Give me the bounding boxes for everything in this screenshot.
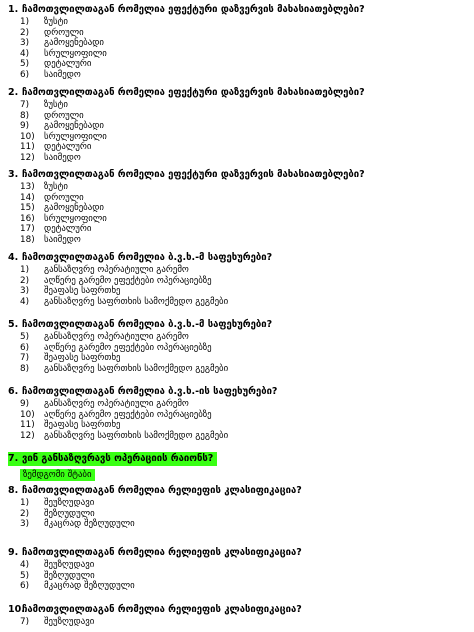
question-text: ჩამოთვლილთაგან რომელია ეფექტური დაზვერვის მახასიათებლები? — [22, 87, 365, 98]
question-text: ჩამოთვლილთაგან რომელია რელიეფის კლასიფიკაცია? — [22, 485, 302, 496]
option-number: 2) — [20, 508, 30, 519]
option-number: 1) — [20, 17, 30, 27]
option-number: 14) — [20, 192, 35, 203]
option-number: 5) — [20, 59, 30, 70]
option-number: 9) — [20, 399, 30, 409]
option-text: შეაფასე საფრთხე — [44, 286, 121, 297]
option-text: შეაფასე საფრთხე — [44, 420, 121, 431]
question-heading — [8, 86, 365, 100]
option-text: შეზღუდული — [44, 508, 95, 519]
option-number: 3) — [20, 38, 30, 49]
option-number: 2) — [20, 27, 30, 38]
option-number: 10) — [20, 131, 35, 142]
question-heading — [8, 452, 217, 466]
option-text: გამოყენებადი — [44, 121, 104, 132]
option-text: ზუსტი — [44, 17, 68, 27]
question-text: ჩამოთვლილთაგან რომელია ეფექტური დაზვერვის მახასიათებლები? — [22, 169, 365, 180]
question-number: 4. — [8, 252, 19, 263]
option-text: დროული — [44, 192, 84, 203]
option-text: სრულყოფილი — [44, 131, 107, 142]
option-number: 11) — [20, 420, 35, 431]
question-number: 7. — [8, 453, 19, 464]
option-number: 16) — [20, 213, 35, 224]
option-number: 15) — [20, 203, 35, 214]
question-number: 6. — [8, 386, 19, 397]
option-text: აღწერე გარემო ეფექტები ოპერაციებზე — [44, 409, 212, 420]
option-text: შეუზღუდავი — [44, 560, 95, 570]
option-text: შეუზღუდავი — [44, 617, 95, 627]
option-number: 3) — [20, 286, 30, 297]
option-number: 17) — [20, 224, 35, 235]
question-text: ჩამოთვლილთაგან რომელია ბ.ვ.ხ.-მ საფეხურები? — [22, 319, 273, 330]
question-number: 10. — [8, 604, 25, 615]
question-text: ჩამოთვლილთაგან რომელია რელიეფის კლასიფიკაცია? — [22, 604, 302, 615]
question-heading — [8, 484, 302, 498]
option-text: განსაზღვრე ოპერატიული გარემო — [44, 332, 189, 342]
option-number: 13) — [20, 182, 35, 192]
option-number: 6) — [20, 69, 30, 80]
option-text: დეტალური — [44, 224, 92, 235]
question-text: ჩამოთვლილთაგან რომელია რელიეფის კლასიფიკაცია? — [22, 547, 302, 558]
question-heading — [8, 3, 365, 17]
option-text: დეტალური — [44, 59, 92, 70]
question-text: ჩამოთვლილთაგან რომელია ბ.ვ.ხ.-მ საფეხურები? — [22, 252, 273, 263]
option-text: შეუზღუდავი — [44, 498, 95, 508]
option-number: 4) — [20, 560, 30, 570]
option-text: განსაზღვრე საფრთხის სამოქმედო გეგმები — [44, 430, 229, 441]
option-text: შეაფასე საფრთხე — [44, 353, 121, 364]
option-text: საიმედო — [44, 152, 81, 163]
option-number: 8) — [20, 110, 30, 121]
option-text: სრულყოფილი — [44, 213, 107, 224]
question-heading — [8, 318, 272, 332]
question-number: 9. — [8, 547, 19, 558]
option-number: 12) — [20, 430, 35, 441]
question-text: ჩამოთვლილთაგან რომელია ბ.ვ.ხ.-ის საფეხურები? — [22, 386, 278, 397]
option-number: 18) — [20, 234, 35, 245]
option-text: მკაცრად შეზღუდული — [44, 519, 135, 530]
question-heading — [8, 546, 302, 560]
question-text: ჩამოთვლილთაგან რომელია ეფექტური დაზვერვის მახასიათებლები? — [22, 4, 365, 15]
question-number: 1. — [8, 4, 19, 15]
question-heading — [8, 603, 302, 617]
question-text: ვინ განსაზღვრავს ოპერაციის რაიონს? — [22, 453, 214, 464]
option-text: დროული — [44, 27, 84, 38]
option-text: აღწერე გარემო ეფექტები ოპერაციებზე — [44, 342, 212, 353]
option-text: აღწერე გარემო ეფექტები ოპერაციებზე — [44, 275, 212, 286]
option-number: 5) — [20, 570, 30, 581]
option-number: 1) — [20, 265, 30, 275]
option-text: დეტალური — [44, 142, 92, 153]
option-text: განსაზღვრე საფრთხის სამოქმედო გეგმები — [44, 296, 229, 307]
option-text: საიმედო — [44, 234, 81, 245]
option-text: განსაზღვრე საფრთხის სამოქმედო გეგმები — [44, 363, 229, 374]
option-text: დროული — [44, 110, 84, 121]
question-number: 8. — [8, 485, 19, 496]
option-number: 11) — [20, 142, 35, 153]
question-number: 5. — [8, 319, 19, 330]
option-number: 7) — [20, 617, 30, 627]
option-text: გამოყენებადი — [44, 203, 104, 214]
option-number: 3) — [20, 519, 30, 530]
question-number: 3. — [8, 169, 19, 180]
option-number: 6) — [20, 342, 30, 353]
option-text: გამოყენებადი — [44, 38, 104, 49]
option-text: განსაზღვრე ოპერატიული გარემო — [44, 265, 189, 275]
option-number: 8) — [20, 363, 30, 374]
highlighted-answer: ზემდგომი შტაბი — [20, 469, 95, 481]
option-text: საიმედო — [44, 69, 81, 80]
question-heading — [8, 385, 277, 399]
question-heading — [8, 251, 272, 265]
option-text: სრულყოფილი — [44, 48, 107, 59]
option-text: მკაცრად შეზღუდული — [44, 581, 135, 592]
option-text: განსაზღვრე ოპერატიული გარემო — [44, 399, 189, 409]
option-text: შეზღუდული — [44, 570, 95, 581]
option-number: 9) — [20, 121, 30, 132]
option-text: ზუსტი — [44, 100, 68, 110]
option-number: 5) — [20, 332, 30, 342]
option-number: 10) — [20, 409, 35, 420]
option-number: 6) — [20, 581, 30, 592]
option-number: 4) — [20, 296, 30, 307]
option-number: 7) — [20, 100, 30, 110]
option-number: 4) — [20, 48, 30, 59]
option-number: 1) — [20, 498, 30, 508]
option-number: 7) — [20, 353, 30, 364]
option-text: ზუსტი — [44, 182, 68, 192]
option-number: 2) — [20, 275, 30, 286]
question-number: 2. — [8, 87, 19, 98]
option-number: 12) — [20, 152, 35, 163]
question-heading — [8, 168, 365, 182]
